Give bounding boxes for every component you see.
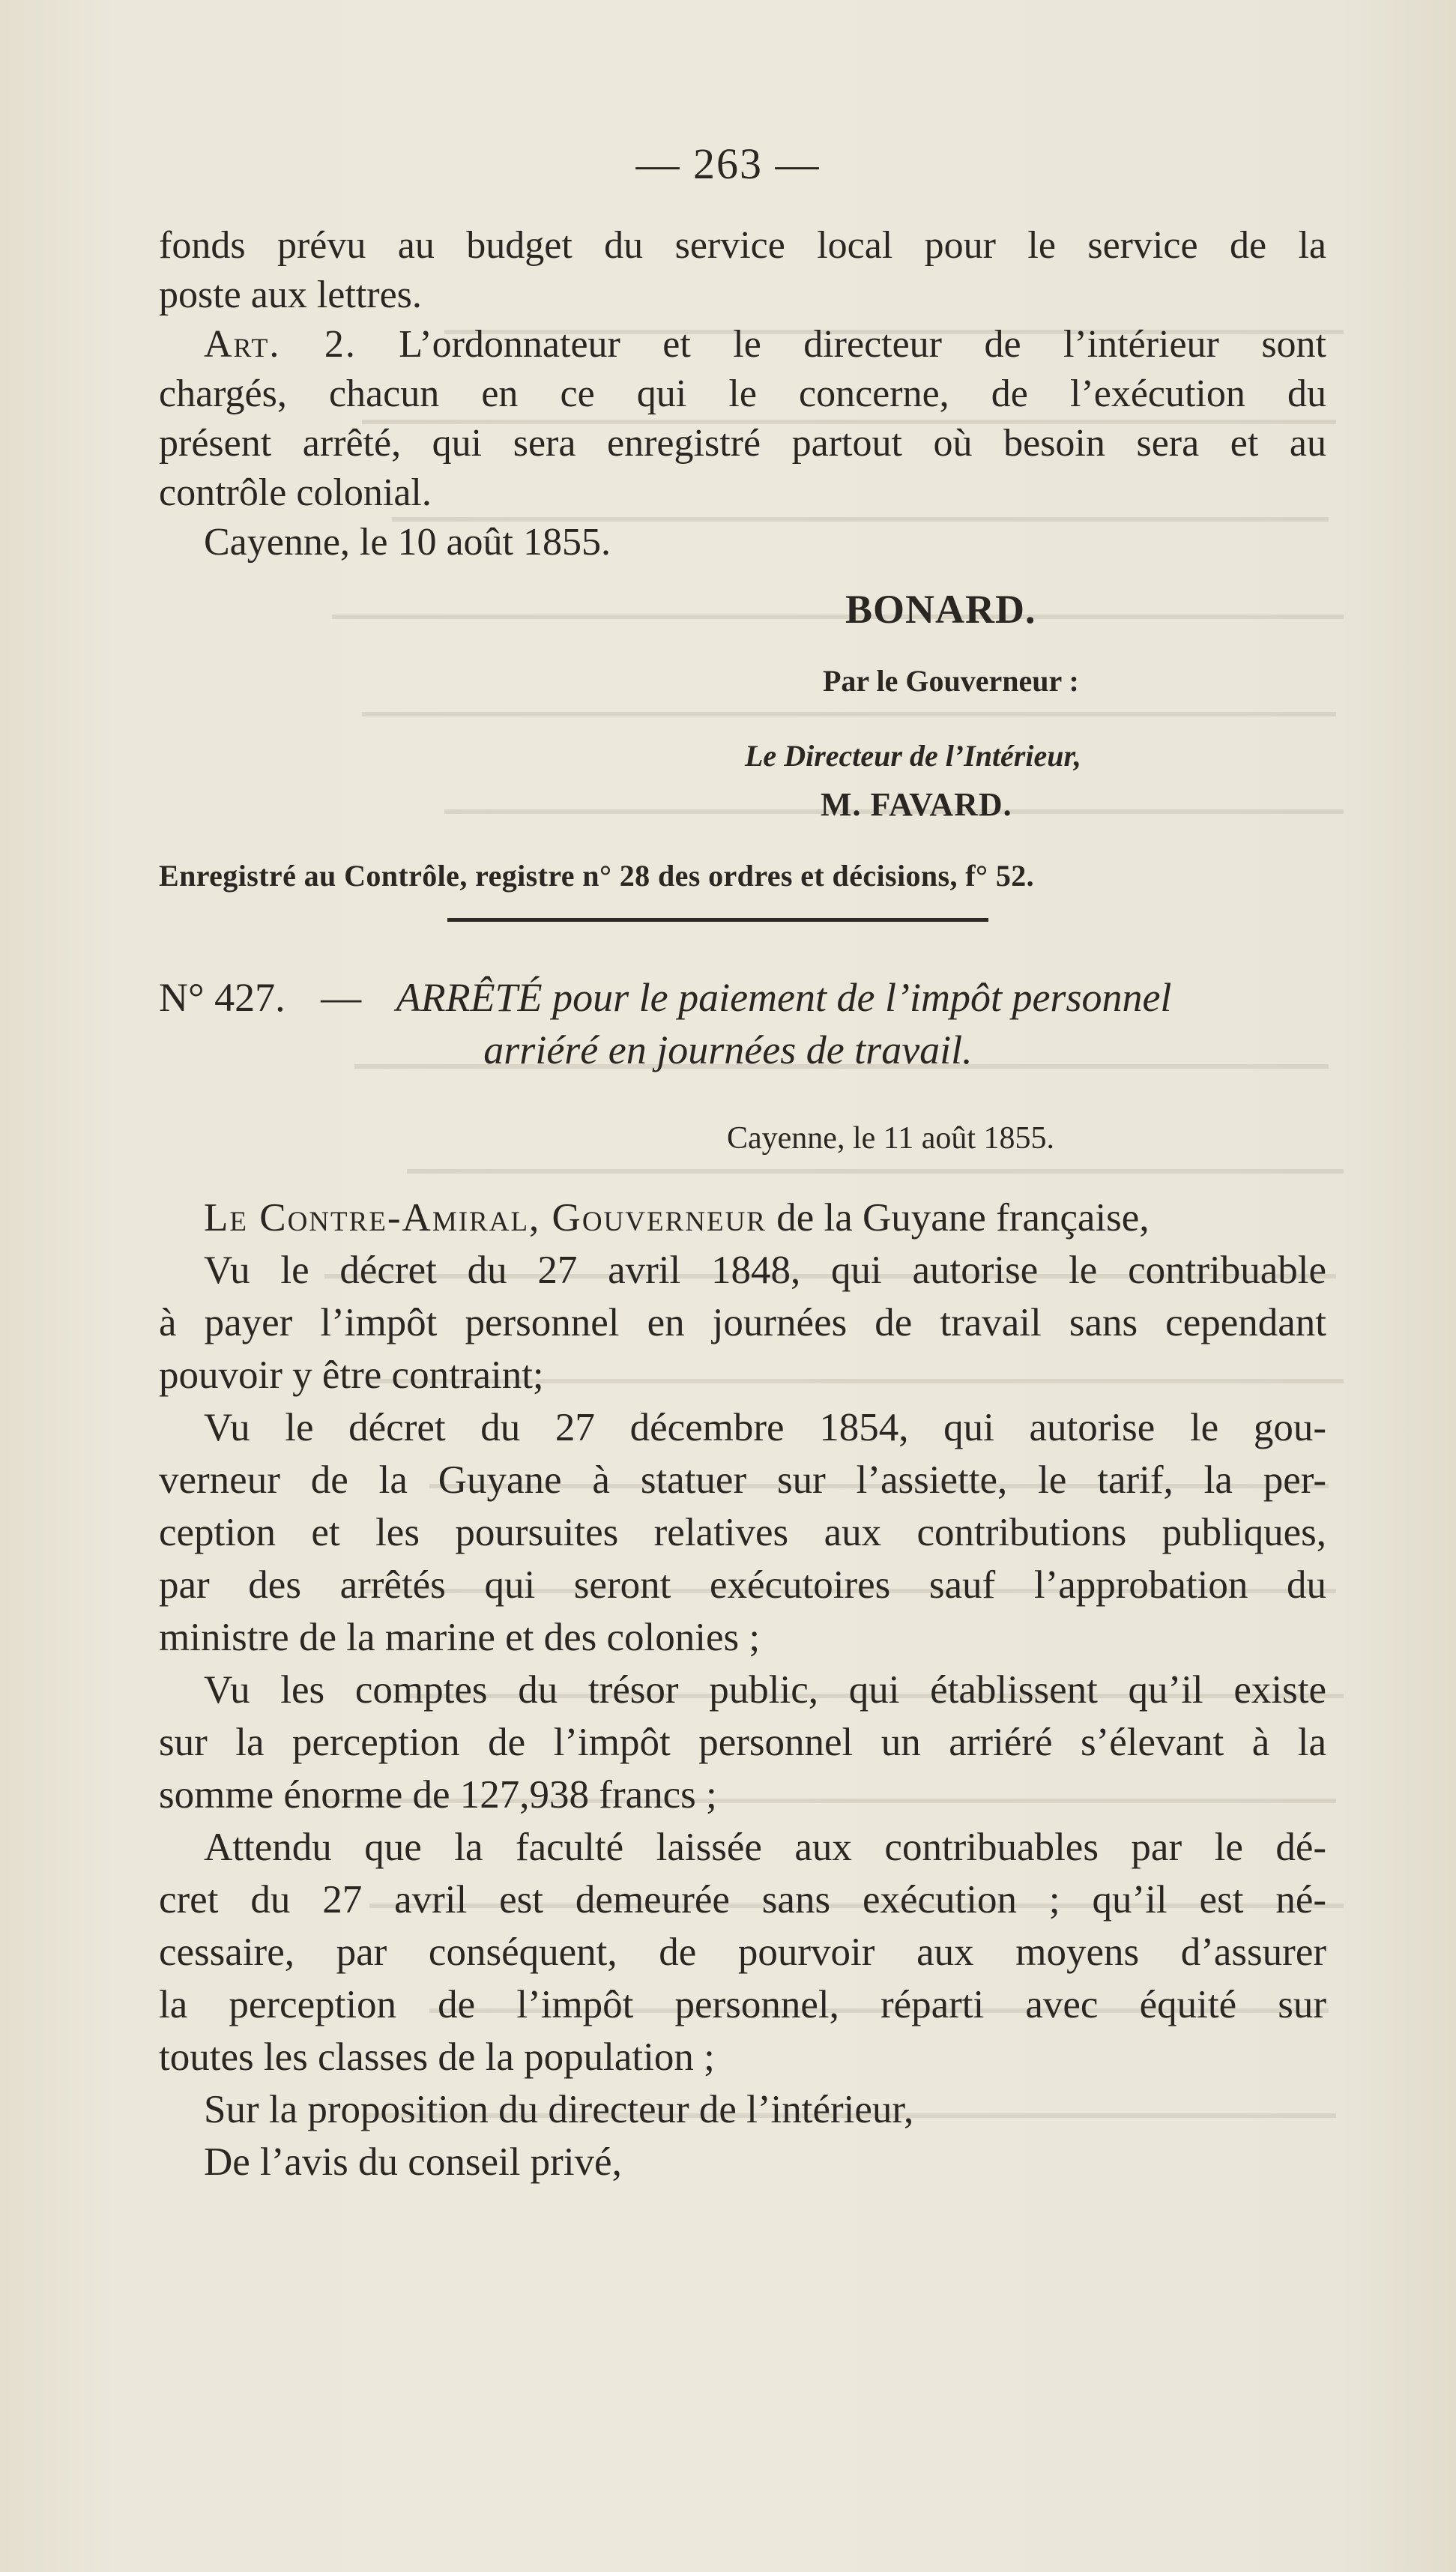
text-line: toutes les classes de la population ; (159, 2035, 715, 2079)
registration-note: Enregistré au Contrôle, registre n° 28 des ordres et décisions, f° 52. (159, 859, 1035, 893)
text-line: somme énorme de 127,938 francs ; (159, 1773, 717, 1817)
text-line: la perception de l’impôt personnel, réparti avec équité sur (159, 1983, 1326, 2026)
text-line: ception et les poursuites relatives aux contributions publiques, (159, 1511, 1326, 1554)
text-line: contrôle colonial. (159, 471, 432, 514)
text-line: fonds prévu au budget du service local pour le service de la (159, 224, 1326, 267)
text-line: verneur de la Guyane à statuer sur l’assiette, le tarif, la per- (159, 1458, 1326, 1502)
section-divider (447, 918, 988, 922)
text-line: Attendu que la faculté laissée aux contribuables par le dé- (204, 1826, 1326, 1869)
text-line: De l’avis du conseil privé, (204, 2140, 622, 2184)
text-line: à payer l’impôt personnel en journées de travail sans cependant (159, 1301, 1326, 1344)
decree-title-line-1: ARRÊTÉ pour le paiement de l’impôt personnel (396, 975, 1172, 1020)
text-line: par des arrêtés qui seront exécutoires sauf l’approbation du (159, 1563, 1326, 1607)
heading-dash: — (321, 975, 362, 1020)
directeur-title: Le Directeur de l’Intérieur, (745, 739, 1081, 773)
article-2-first-line (159, 320, 1326, 369)
decree-place-date: Cayenne, le 11 août 1855. (727, 1121, 1055, 1156)
article-label: Art. 2. (204, 323, 357, 366)
text-line: ministre de la marine et des colonies ; (159, 1616, 761, 1659)
text-line: poste aux lettres. (159, 274, 422, 316)
text-line: chargés, chacun en ce qui le concerne, de l’exécution du (159, 372, 1326, 415)
text-line: Vu le décret du 27 avril 1848, qui autorise le contribuable (204, 1249, 1326, 1292)
text-line: Sur la proposition du directeur de l’intérieur, (204, 2088, 914, 2131)
preamble-authority: Le Contre-Amiral, Gouverneur (204, 1196, 767, 1240)
text-line: cret du 27 avril est demeurée sans exécution ; qu’il est né- (159, 1878, 1326, 1922)
directeur-name: M. FAVARD. (821, 786, 1012, 823)
previous-decree-end (159, 221, 1326, 567)
decree-title-line-2: arriéré en journées de travail. (483, 1027, 973, 1072)
text-line: présent arrêté, qui sera enregistré partout où besoin sera et au (159, 422, 1326, 465)
text-line: Vu le décret du 27 décembre 1854, qui autorise le gou- (204, 1406, 1326, 1449)
preamble (159, 1192, 1326, 1244)
par-le-gouverneur: Par le Gouverneur : (823, 664, 1079, 698)
date-line: Cayenne, le 10 août 1855. (204, 521, 611, 564)
text-line: cessaire, par conséquent, de pourvoir aux moyens d’assurer (159, 1930, 1326, 1974)
preamble-rest: de la Guyane française, (776, 1196, 1150, 1240)
decree-heading (159, 974, 1326, 1021)
text-line: Vu les comptes du trésor public, qui établissent qu’il existe (204, 1668, 1326, 1712)
page-number: — 263 — (635, 139, 821, 188)
signature-bonard: BONARD. (845, 587, 1036, 632)
decree-body (159, 1192, 1326, 2188)
text-line: sur la perception de l’impôt personnel un arriéré s’élevant à la (159, 1721, 1326, 1764)
text-line: pouvoir y être contraint; (159, 1353, 544, 1397)
decree-number: N° 427. (159, 975, 286, 1020)
text-fragment: L’ordonnateur et le directeur de l’intérieur sont (399, 323, 1326, 366)
